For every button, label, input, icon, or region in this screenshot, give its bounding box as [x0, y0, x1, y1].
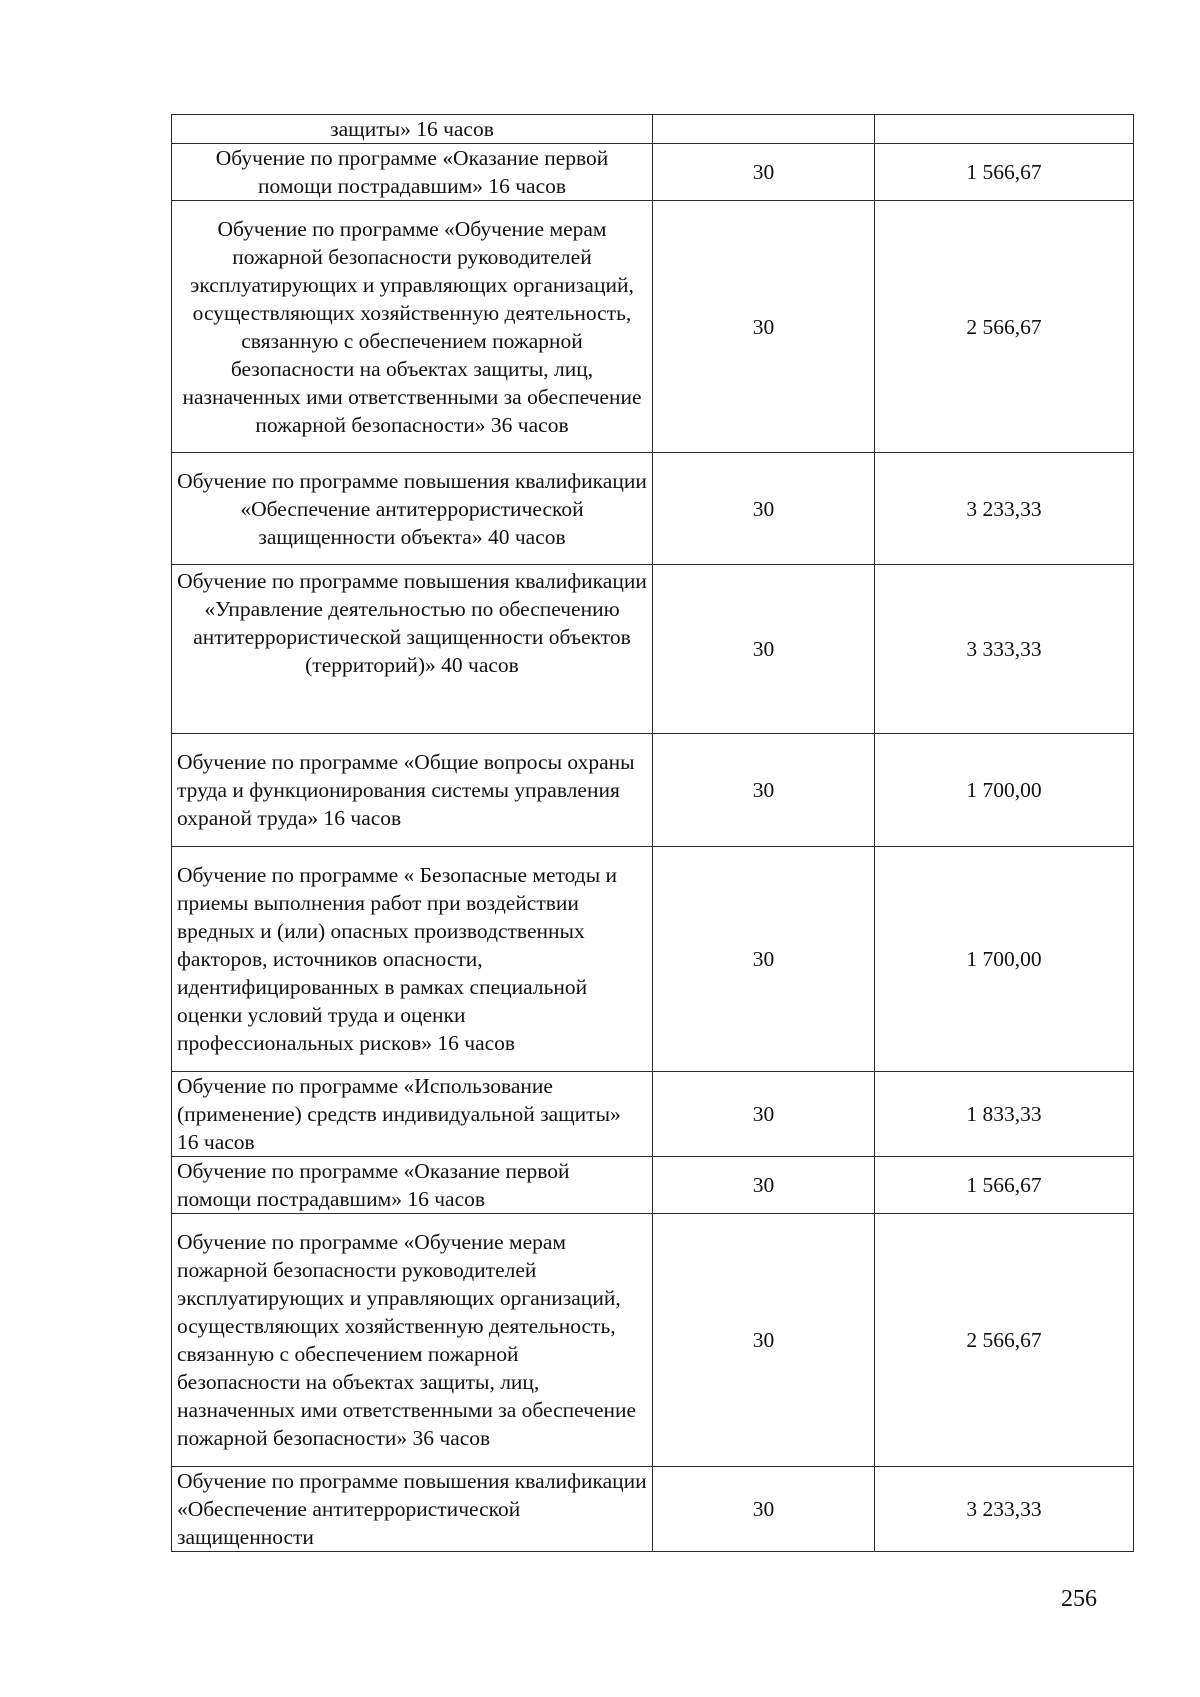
price-cell: 1 700,00: [875, 734, 1134, 847]
count-cell: 30: [653, 453, 875, 565]
count-cell: 30: [653, 144, 875, 201]
table-row: [172, 1157, 1134, 1214]
price-cell: 3 333,33: [875, 565, 1134, 734]
service-name-cell: Обучение по программе «Общие вопросы охраны труда и функционирования системы управления охраной труда» 16 часов: [172, 734, 653, 847]
table-row: [172, 1214, 1134, 1467]
price-cell: [875, 115, 1134, 144]
count-cell: 30: [653, 1157, 875, 1214]
count-cell: 30: [653, 565, 875, 734]
price-cell: 1 566,67: [875, 1157, 1134, 1214]
table-row: [172, 144, 1134, 201]
price-cell: 3 233,33: [875, 453, 1134, 565]
table-row: [172, 1467, 1134, 1552]
table-row: [172, 453, 1134, 565]
table-row: [172, 734, 1134, 847]
services-price-table: [171, 114, 1134, 1552]
service-name-cell: Обучение по программе «Оказание первой помощи пострадавшим» 16 часов: [172, 1157, 653, 1214]
table-row: [172, 565, 1134, 734]
table-row: [172, 115, 1134, 144]
table-row: [172, 1072, 1134, 1157]
count-cell: 30: [653, 847, 875, 1072]
table-row: [172, 201, 1134, 453]
count-cell: 30: [653, 1467, 875, 1552]
service-name-cell: Обучение по программе « Безопасные методы и приемы выполнения работ при воздействии вредных и (или) опасных производственных факторов, источников опасности, идентифицированных в рамках специальной оценки условий труда и оценки профессиональных рисков» 16 часов: [172, 847, 653, 1072]
table-row: [172, 847, 1134, 1072]
table-body: [172, 115, 1134, 1552]
service-name-cell: Обучение по программе «Обучение мерам пожарной безопасности руководителей эксплуатирующих и управляющих организаций, осуществляющих хозяйственную деятельность, связанную с обеспечением пожарной безопасности на объектах защиты, лиц, назначенных ими ответственными за обеспечение пожарной безопасности» 36 часов: [172, 1214, 653, 1467]
price-cell: 1 566,67: [875, 144, 1134, 201]
service-name-cell: Обучение по программе «Использование (применение) средств индивидуальной защиты» 16 часов: [172, 1072, 653, 1157]
count-cell: [653, 115, 875, 144]
count-cell: 30: [653, 1214, 875, 1467]
price-cell: 2 566,67: [875, 201, 1134, 453]
price-cell: 3 233,33: [875, 1467, 1134, 1552]
service-name-cell: Обучение по программе повышения квалификации «Обеспечение антитеррористической защищенности объекта» 40 часов: [172, 453, 653, 565]
count-cell: 30: [653, 734, 875, 847]
service-name-cell: Обучение по программе «Обучение мерам пожарной безопасности руководителей эксплуатирующих и управляющих организаций, осуществляющих хозяйственную деятельность, связанную с обеспечением пожарной безопасности на объектах защиты, лиц, назначенных ими ответственными за обеспечение пожарной безопасности» 36 часов: [172, 201, 653, 453]
page-number: 256: [1061, 1586, 1097, 1612]
price-cell: 1 700,00: [875, 847, 1134, 1072]
price-cell: 1 833,33: [875, 1072, 1134, 1157]
service-name-cell: Обучение по программе повышения квалификации «Управление деятельностью по обеспечению антитеррористической защищенности объектов (территорий)» 40 часов: [172, 565, 653, 734]
price-cell: 2 566,67: [875, 1214, 1134, 1467]
service-name-cell: защиты» 16 часов: [172, 115, 653, 144]
count-cell: 30: [653, 201, 875, 453]
service-name-cell: Обучение по программе «Оказание первой помощи пострадавшим» 16 часов: [172, 144, 653, 201]
service-name-cell: Обучение по программе повышения квалификации «Обеспечение антитеррористической защищенности: [172, 1467, 653, 1552]
count-cell: 30: [653, 1072, 875, 1157]
